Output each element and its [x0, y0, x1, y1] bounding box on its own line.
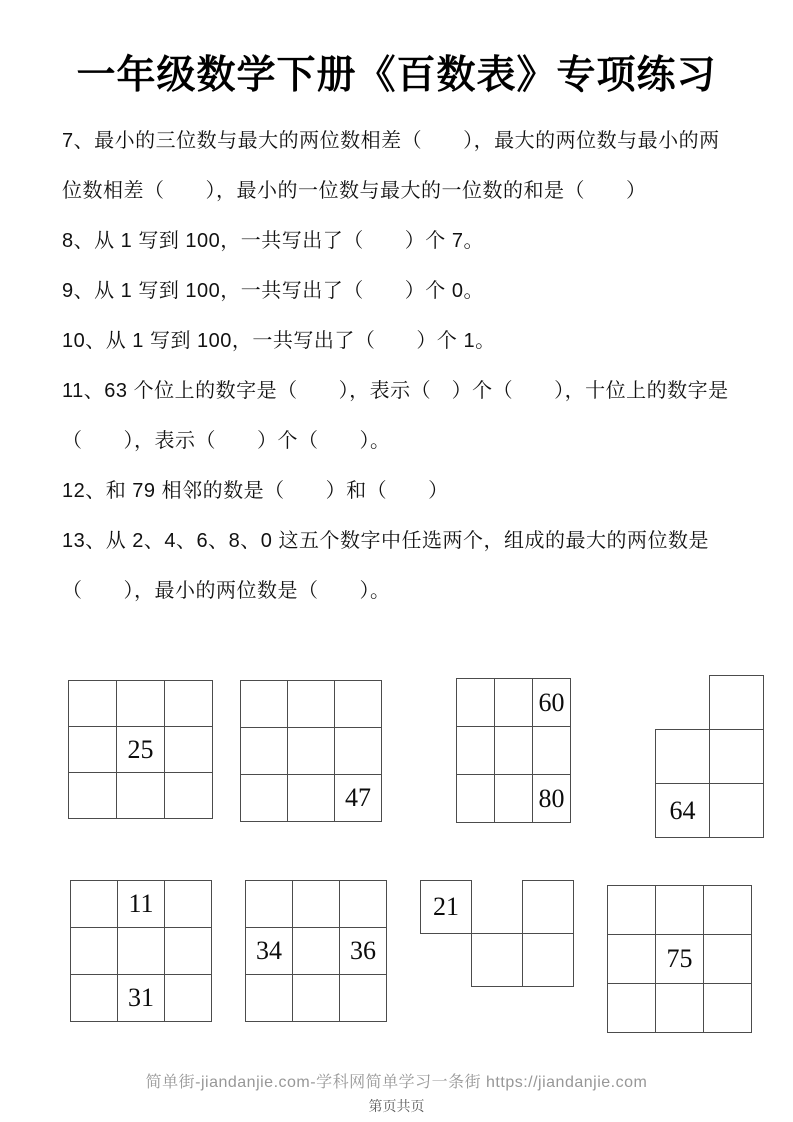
- hundred-chart-fragment-60-80: [456, 678, 570, 822]
- grid-row: [655, 729, 763, 783]
- grid-row: [68, 680, 212, 726]
- grid-cell: [292, 880, 340, 928]
- grid-cell: [334, 680, 382, 728]
- grid-row: [70, 974, 211, 1021]
- grid-row: [68, 726, 212, 772]
- grid-row: [70, 927, 211, 974]
- grids-section: [0, 668, 793, 1100]
- grid-cell: 31: [117, 974, 165, 1022]
- question-11: 11、63 个位上的数字是（ ），表示（ ）个（ ），十位上的数字是（ ），表示（ ）个（ ）。: [62, 380, 729, 452]
- grid-cell: [607, 885, 656, 935]
- grid-cell: [655, 983, 704, 1033]
- grid-cell: 36: [339, 927, 387, 975]
- grid-cell: [709, 675, 764, 730]
- grid-cell: [164, 680, 213, 727]
- grid-cell: 47: [334, 774, 382, 822]
- hundred-chart-fragment-47: [240, 680, 381, 821]
- hundred-chart-fragment-75: [607, 885, 751, 1032]
- grid-cell: [70, 880, 118, 928]
- question-13: 13、从 2、4、6、8、0 这五个数字中任选两个，组成的最大的两位数是（ ），最小的两位数是（ ）。: [62, 530, 709, 602]
- grid-cell: [532, 726, 571, 775]
- grid-cell: [245, 974, 293, 1022]
- grid-row: [245, 927, 386, 974]
- grid-cell: [607, 983, 656, 1033]
- grid-cell: [494, 678, 533, 727]
- grid-cell: [287, 680, 335, 728]
- grid-cell: 25: [116, 726, 165, 773]
- grid-cell: [655, 729, 710, 784]
- grid-cell: [292, 927, 340, 975]
- grid-cell: [456, 726, 495, 775]
- grid-row: [240, 774, 381, 821]
- grid-cell: [494, 726, 533, 775]
- grid-cell: [164, 974, 212, 1022]
- question-7: 7、最小的三位数与最大的两位数相差（ ），最大的两位数与最小的两位数相差（ ），最小的一位数与最大的一位数的和是（ ）: [62, 130, 720, 202]
- hundred-chart-fragment-64: [655, 675, 763, 837]
- grid-cell: [703, 885, 752, 935]
- grid-cell: [522, 933, 574, 987]
- grid-cell: [68, 772, 117, 819]
- grid-row: [456, 678, 570, 726]
- grid-row: [240, 680, 381, 727]
- grid-cell: [339, 974, 387, 1022]
- grid-cell: [164, 880, 212, 928]
- grid-cell: [456, 774, 495, 823]
- grid-cell: [703, 983, 752, 1033]
- question-8: 8、从 1 写到 100，一共写出了（ ）个 7。: [62, 230, 484, 252]
- grid-cell: [287, 727, 335, 775]
- grid-row: [655, 783, 763, 837]
- grid-row: [607, 934, 751, 983]
- grid-cell: 21: [420, 880, 472, 934]
- grid-cell: [240, 727, 288, 775]
- grid-cell: [68, 726, 117, 773]
- hundred-chart-fragment-11-31: [70, 880, 211, 1021]
- grid-cell: [116, 680, 165, 727]
- grid-cell: [292, 974, 340, 1022]
- grid-cell: [471, 933, 523, 987]
- question-list: [62, 116, 735, 616]
- grid-cell: [245, 880, 293, 928]
- grid-row: [70, 880, 211, 927]
- grid-cell: [709, 729, 764, 784]
- grid-cell: [607, 934, 656, 984]
- grid-cell: [116, 772, 165, 819]
- grid-cell: [164, 927, 212, 975]
- grid-cell: [70, 974, 118, 1022]
- page-title: 一年级数学下册《百数表》专项练习: [76, 54, 717, 97]
- grid-cell: [494, 774, 533, 823]
- grid-row: [456, 774, 570, 822]
- grid-cell: 80: [532, 774, 571, 823]
- grid-cell: [164, 726, 213, 773]
- grid-cell: 34: [245, 927, 293, 975]
- grid-cell: [522, 880, 574, 934]
- grid-row: [420, 933, 573, 986]
- grid-row: [420, 880, 573, 933]
- question-10: 10、从 1 写到 100，一共写出了（ ）个 1。: [62, 330, 496, 352]
- grid-cell: [68, 680, 117, 727]
- grid-cell: [240, 680, 288, 728]
- question-12: 12、和 79 相邻的数是（ ）和（ ）: [62, 480, 449, 502]
- grid-cell: [703, 934, 752, 984]
- grid-row: [607, 885, 751, 934]
- grid-cell: [164, 772, 213, 819]
- grid-cell: [70, 927, 118, 975]
- grid-cell: [287, 774, 335, 822]
- grid-row: [245, 974, 386, 1021]
- grid-cell: [339, 880, 387, 928]
- grid-row: [240, 727, 381, 774]
- grid-cell: [709, 783, 764, 838]
- grid-row: [68, 772, 212, 818]
- grid-row: [245, 880, 386, 927]
- grid-cell: 60: [532, 678, 571, 727]
- question-9: 9、从 1 写到 100，一共写出了（ ）个 0。: [62, 280, 484, 302]
- hundred-chart-fragment-25: [68, 680, 212, 818]
- grid-cell: [240, 774, 288, 822]
- grid-cell: 64: [655, 783, 710, 838]
- grid-row: [607, 983, 751, 1032]
- grid-cell: 11: [117, 880, 165, 928]
- grid-row: [456, 726, 570, 774]
- hundred-chart-fragment-34-36: [245, 880, 386, 1021]
- hundred-chart-fragment-21: [420, 880, 573, 986]
- grid-row: [655, 675, 763, 729]
- grid-cell: [456, 678, 495, 727]
- grid-cell: [334, 727, 382, 775]
- grid-cell: 75: [655, 934, 704, 984]
- page-number-footer: 第页共页: [368, 1098, 425, 1114]
- grid-cell: [655, 885, 704, 935]
- site-footer: 简单街-jiandanjie.com-学科网简单学习一条街 https://jiandanjie.com: [145, 1074, 648, 1091]
- grid-cell: [117, 927, 165, 975]
